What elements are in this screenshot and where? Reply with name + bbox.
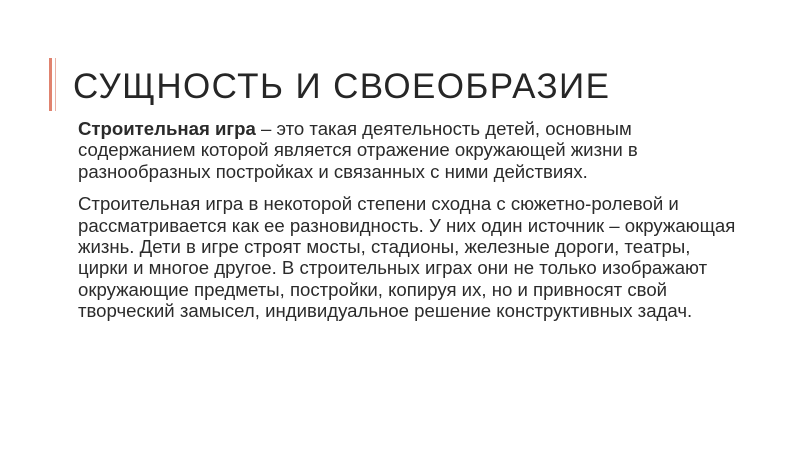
- slide-title: СУЩНОСТЬ И СВОЕОБРАЗИЕ: [73, 67, 611, 106]
- definition-paragraph: [78, 118, 738, 182]
- description-paragraph: Строительная игра в некоторой степени сходна с сюжетно-ролевой и рассматривается как ее разновидность. У них один источник – окружающая жизнь. Дети в игре строят мосты, стадионы, железные дороги, театры, цирки и многое другое. В строительных играх они не только изображают окружающие предметы, постройки, копируя их, но и привносят свой творческий замысел, индивидуальное решение конструктивных задач.: [78, 193, 736, 322]
- title-accent-bar: [49, 58, 52, 111]
- slide-body: [78, 118, 738, 333]
- definition-text: – это такая деятельность детей, основным содержанием которой является отражение окружающей жизни в разнообразных постройках и связанных с ними действиях.: [78, 118, 638, 182]
- title-accent-line: [55, 58, 56, 111]
- defined-term: Строительная игра: [78, 118, 256, 139]
